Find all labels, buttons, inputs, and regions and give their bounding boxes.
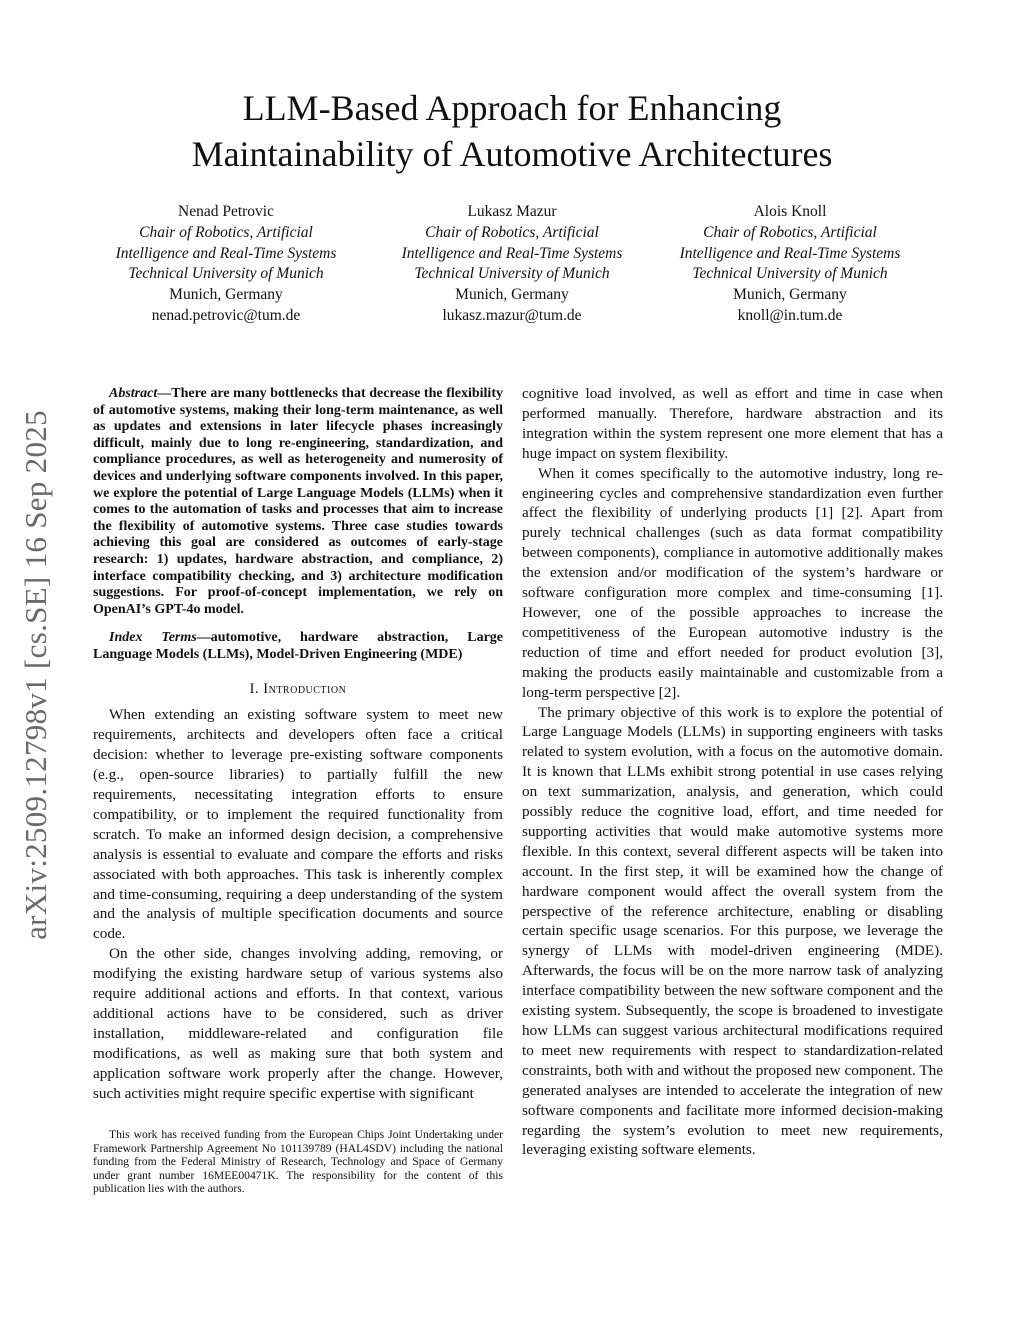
author-affiliation: Technical University of Munich [128, 265, 324, 283]
author-name: Nenad Petrovic [178, 203, 274, 220]
paper-title [0, 85, 1024, 177]
footnote [93, 1128, 503, 1196]
section-title: Introduction [263, 680, 347, 697]
author-affiliation: Technical University of Munich [692, 265, 888, 283]
author-email: nenad.petrovic@tum.de [151, 306, 301, 324]
author-name: Alois Knoll [753, 203, 827, 220]
author-block [362, 202, 662, 327]
author-affiliation: Chair of Robotics, Artificial [139, 223, 313, 241]
index-terms-label: Index Terms [109, 630, 197, 646]
author-email: knoll@in.tum.de [737, 306, 843, 324]
author-affiliation: Intelligence and Real-Time Systems [401, 244, 623, 262]
footnote-text: This work has received funding from the European Chips Joint Undertaking under Framework Partnership Agreement No 101139789 (HAL4SDV) including the national funding from the Federal Ministry of Research, Technology and Space of Germany under grant number 16MEE00471K. The responsibility for the content of this publication lies with the authors. [93, 1128, 503, 1196]
arxiv-identifier: arXiv:2509.12798v1 [cs.SE] 16 Sep 2025 [18, 410, 53, 940]
abstract-text: —There are many bottlenecks that decrease the flexibility of automotive systems, making their long-term maintenance, as well as updates and extensions in later lifecycle phases increasingly difficult, mainly due to long re-engineering, standardization, and compliance procedures, as well as heterogeneity and numerosity of devices and underlying software components involved. In this paper, we explore the potential of Large Language Models (LLMs) when it comes to the automation of tasks and processes that aim to increase the flexibility of automotive systems. Three case studies towards achieving this goal are considered as outcomes of early-stage research: 1) updates, hardware abstraction, and compliance, 2) interface compatibility checking, and 3) architecture modification suggestions. For proof-of-concept implementation, we rely on OpenAI’s GPT-4o model. [93, 386, 503, 617]
title-line-1: LLM-Based Approach for Enhancing [242, 88, 782, 128]
author-affiliation: Technical University of Munich [414, 265, 610, 283]
author-block [640, 202, 940, 327]
author-affiliation: Chair of Robotics, Artificial [425, 223, 599, 241]
paragraph: cognitive load involved, as well as effort and time in case when performed manually. Therefore, hardware abstraction and its integration within the system represent one more element that has a huge impact on system flexibility. [522, 385, 943, 462]
right-column [522, 384, 943, 1160]
author-email: lukasz.mazur@tum.de [442, 306, 582, 324]
paragraph: When extending an existing software system to meet new requirements, architects and developers often face a critical decision: whether to leverage pre-existing software components (e.g., open-source libraries) to partially fulfill the new requirements, necessitating integration efforts to ensure compatibility, or to implement the required functionality from scratch. To make an informed design decision, a comprehensive analysis is essential to evaluate and compare the efforts and risks associated with both approaches. This task is inherently complex and time-consuming, requiring a deep understanding of the system and the analysis of multiple specification documents and source code. [93, 706, 503, 943]
paragraph: When it comes specifically to the automotive industry, long re-engineering cycles and comprehensive standardization even further affect the flexibility of underlying products [1] [2]. Apart from purely technical challenges (such as data format compatibility between components), compliance in automotive additionally makes the extension and/or modification of the system’s hardware or software configuration more complex and time-consuming [1]. However, one of the possible approaches to increase the competitiveness of the European automotive industry is the reduction of time and effort needed for product evolution [3], making the products easily maintainable and customizable from a long-term perspective [2]. [522, 464, 943, 701]
author-block [76, 202, 376, 327]
index-terms-text: —automotive, hardware abstraction, Large Language Models (LLMs), Model-Driven Engineering (MDE) [93, 630, 504, 662]
author-city: Munich, Germany [733, 286, 847, 304]
author-affiliation: Intelligence and Real-Time Systems [115, 244, 337, 262]
paragraph: On the other side, changes involving adding, removing, or modifying the existing hardware setup of various systems also require additional actions and efforts. In that context, various additional actions have to be considered, such as driver installation, middleware-related and configuration file modifications, as well as making sure that both system and application software work properly after the change. However, such activities might require specific expertise with significant [93, 945, 503, 1102]
abstract [93, 386, 503, 664]
author-affiliation: Intelligence and Real-Time Systems [679, 244, 901, 262]
author-name: Lukasz Mazur [467, 203, 557, 220]
title-line-2: Maintainability of Automotive Architectures [191, 134, 833, 174]
author-city: Munich, Germany [169, 286, 283, 304]
left-column [93, 386, 503, 1104]
section-number: I. [249, 680, 264, 697]
abstract-label: Abstract [109, 386, 158, 401]
section-heading [93, 680, 503, 700]
paragraph: The primary objective of this work is to explore the potential of Large Language Models (LLMs) in supporting engineers with tasks related to system evolution, with a focus on the automotive domain. It is known that LLMs exhibit strong potential in use cases relying on text summarization, analysis, and generation, which could possibly reduce the cognitive load, effort, and time needed for supporting activities that would make automotive systems more flexible. In this context, several different aspects will be taken into account. In the first step, it will be examined how the change of hardware component would affect the overall system from the perspective of the reference architecture, enabling or disabling certain specific usage scenarios. For this purpose, we leverage the synergy of LLMs with model-driven engineering (MDE). Afterwards, the focus will be on the more narrow task of analyzing interface compatibility between the new software component and the existing system. Subsequently, the scope is broadened to investigate how LLMs can suggest various architectural modifications required to meet new requirements with respect to standardization-related constraints, both with and without the proposed new component. The generated analyses are intended to accelerate the integration of new software components and facilitate more informed decision-making regarding the system’s evolution to meet new requirements, leveraging existing software elements. [522, 703, 943, 1159]
author-affiliation: Chair of Robotics, Artificial [703, 223, 877, 241]
author-city: Munich, Germany [455, 286, 569, 304]
